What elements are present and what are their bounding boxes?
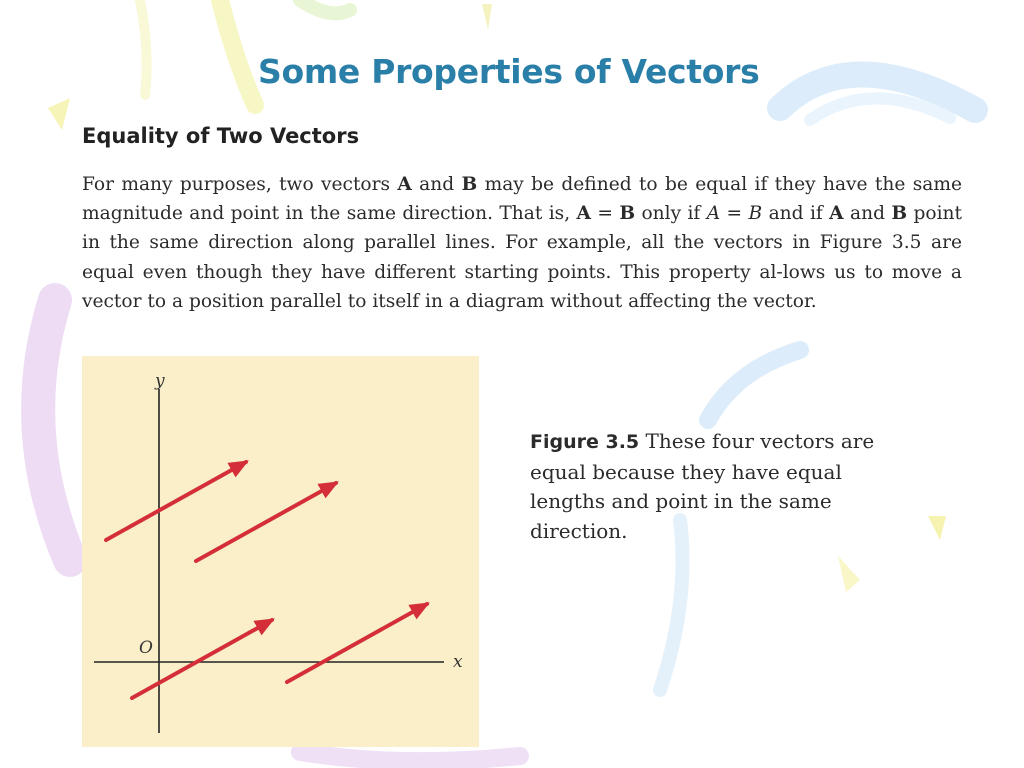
section-heading: Equality of Two Vectors — [82, 124, 360, 148]
blue-swirl-top-right — [780, 74, 975, 110]
equals-sign: = — [720, 203, 749, 225]
yellow-wedge-right — [928, 516, 946, 540]
yellow-wedge-top — [482, 4, 492, 30]
paragraph-text: and if — [762, 203, 830, 225]
body-paragraph — [82, 170, 962, 316]
paragraph-text: point in the same direction along parallel lines. For example, all the vectors in Figure 3.5 are equal even though they have different starting points. This property al-lows us to move a vector to a position parallel to itself in a diagram without affecting the vector. — [82, 203, 962, 312]
vector-figure — [82, 356, 479, 747]
yellow-wedge-lower-right — [838, 556, 860, 592]
magnitude-b-italic: B — [748, 203, 763, 225]
paragraph-text: may be defined to be equal if they have the same magnitude and point in the same direction. That is, — [82, 174, 962, 225]
magnitude-a-italic: A — [706, 203, 721, 225]
paragraph-text: and — [411, 174, 462, 195]
caption-text: These four vectors are equal because they have equal lengths and point in the same direction. — [530, 429, 875, 543]
vector-a-bold: A — [576, 203, 591, 225]
figure-caption — [530, 427, 920, 546]
green-swirl-top — [300, 0, 350, 13]
paragraph-text: only if — [635, 203, 707, 225]
vector-a-bold: A — [829, 203, 844, 225]
vector-b-bold: B — [619, 203, 636, 225]
figure-number: Figure 3.5 — [530, 431, 640, 453]
vector-arrow-upper-right — [196, 483, 336, 561]
paragraph-text: and — [843, 203, 892, 225]
blue-swirl-right — [708, 350, 800, 420]
yellow-swirl-top — [140, 0, 147, 95]
x-axis-label: x — [453, 652, 463, 672]
equals-sign: = — [590, 203, 620, 225]
vector-b-bold: B — [461, 174, 478, 195]
vector-diagram — [82, 356, 479, 747]
yellow-swirl-top-left — [220, 0, 255, 105]
purple-swirl-left — [38, 300, 70, 560]
paragraph-text: For many purposes, two vectors — [82, 174, 398, 195]
vector-a-bold: A — [397, 174, 412, 195]
vector-b-bold: B — [891, 203, 908, 225]
vector-arrow-lower-left — [132, 620, 272, 698]
vector-arrow-upper-left — [106, 462, 246, 540]
purple-swirl-bottom — [300, 752, 520, 761]
vector-arrow-lower-right — [287, 604, 427, 682]
yellow-wedge-left — [48, 98, 70, 130]
y-axis-label: y — [155, 371, 165, 391]
slide-title: Some Properties of Vectors — [258, 52, 760, 91]
origin-label: O — [139, 638, 153, 658]
